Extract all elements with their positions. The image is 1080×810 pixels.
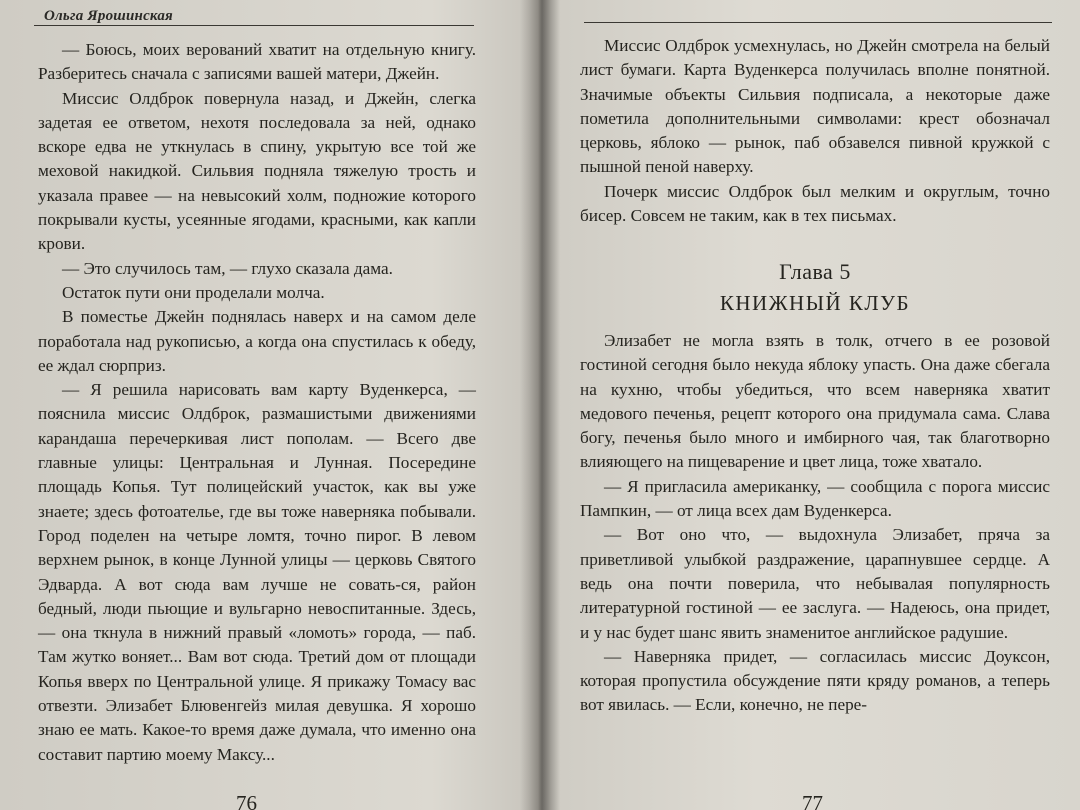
chapter-heading bbox=[580, 260, 1050, 315]
chapter-title: КНИЖНЫЙ КЛУБ bbox=[719, 290, 911, 315]
right-page bbox=[552, 0, 1080, 810]
paragraph: Элизабет не могла взять в толк, отчего в ее розовой гостиной сегодня было некуда яблоку упасть. Она даже сбегала на кухню, чтобы убедиться, что всем наверняка хватит медового печенья, рецепт которого она придумала сама. Слава богу, печенья было много и имбирного чая, так благотворно влияющего на пищеварение и цвет лица, тоже хватало. bbox=[580, 330, 1050, 472]
paragraph: В поместье Джейн поднялась наверх и на самом деле поработала над рукописью, а когда она спустилась к обеду, ее ждал сюрприз. bbox=[38, 307, 476, 375]
paragraph: Остаток пути они проделали молча. bbox=[62, 282, 325, 302]
page-number: 76 bbox=[236, 791, 257, 810]
paragraph: — Я пригласила американку, — сообщила с порога миссис Пампкин, — от лица всех дам Вуденкерса. bbox=[580, 476, 1050, 521]
paragraph: Миссис Олдброк повернула назад, и Джейн, слегка задетая ее ответом, нехотя последовала за ней, однако вскоре едва не уткнулась в спину, укрытую все той же меховой накидкой. Сильвия подняла тяжелую трость и указала правее — на невысокий холм, подножие которого покрывали кусты, усеянные ягодами, красными, как капли крови. bbox=[38, 88, 476, 254]
paragraph: — Это случилось там, — глухо сказала дама. bbox=[62, 258, 393, 278]
paragraph: — Боюсь, моих верований хватит на отдельную книгу. Разберитесь сначала с записями вашей матери, Джейн. bbox=[38, 40, 476, 84]
left-page-text bbox=[38, 38, 476, 767]
chapter-number: Глава 5 bbox=[779, 259, 851, 285]
header-rule bbox=[34, 25, 474, 26]
paragraph: — Наверняка придет, — согласилась миссис Доуксон, которая пропустила обсуждение пяти кряду романов, а теперь вот явилась. — Если, конечно, не пере- bbox=[580, 646, 1050, 715]
running-head: Ольга Ярошинская bbox=[44, 8, 173, 24]
paragraph: Миссис Олдброк усмехнулась, но Джейн смотрела на белый лист бумаги. Карта Вуденкерса получилась вполне понятной. Значимые объекты Сильвия подписала, а некоторые даже пометила дополнительными символами: крест обозначал церковь, яблоко — рынок, паб обзавелся пивной кружкой с пышной пеной наверху. bbox=[580, 36, 1050, 177]
page-number: 77 bbox=[802, 791, 823, 810]
right-page-text bbox=[580, 34, 1050, 718]
header-rule bbox=[584, 22, 1052, 23]
paragraph: Почерк миссис Олдброк был мелким и округлым, точно бисер. Совсем не таким, как в тех письмах. bbox=[580, 181, 1050, 226]
left-page bbox=[0, 0, 530, 810]
paragraph: — Вот оно что, — выдохнула Элизабет, пряча за приветливой улыбкой раздражение, царапнувшее сердце. А ведь она почти поверила, что небывалая популярность литературной гостиной — ее заслуга. — Надеюсь, она придет, и у нас будет шанс явить знаменитое английское радушие. bbox=[580, 525, 1050, 642]
paragraph: — Я решила нарисовать вам карту Вуденкерса, — пояснила миссис Олдброк, размашистыми движениями карандаша перечеркивая лист пополам. — Всего две главные улицы: Центральная и Лунная. Посередине площадь Копья. Тут полицейский участок, как вы уже знаете; здесь фотоателье, где вы тоже наверняка побывали. Город поделен на четыре ломтя, точно пирог. В левом верхнем рынок, в конце Лунной улицы — церковь Святого Эдварда. А вот сюда вам лучше не совать-ся, район бедный, люди пьющие и вульгарно невоспитанные. Здесь, — она ткнула в нижний правый «ломоть» города, — паб. Там жутко воняет... Вам вот сюда. Третий дом от площади Копья вверх по Центральной улице. Я прикажу Томасу вас отвезти. Элизабет Блювенгейз милая девушка. Я хорошо знаю ее мать. Какое-то время даже думала, что именно она составит партию моему Максу... bbox=[38, 380, 476, 764]
